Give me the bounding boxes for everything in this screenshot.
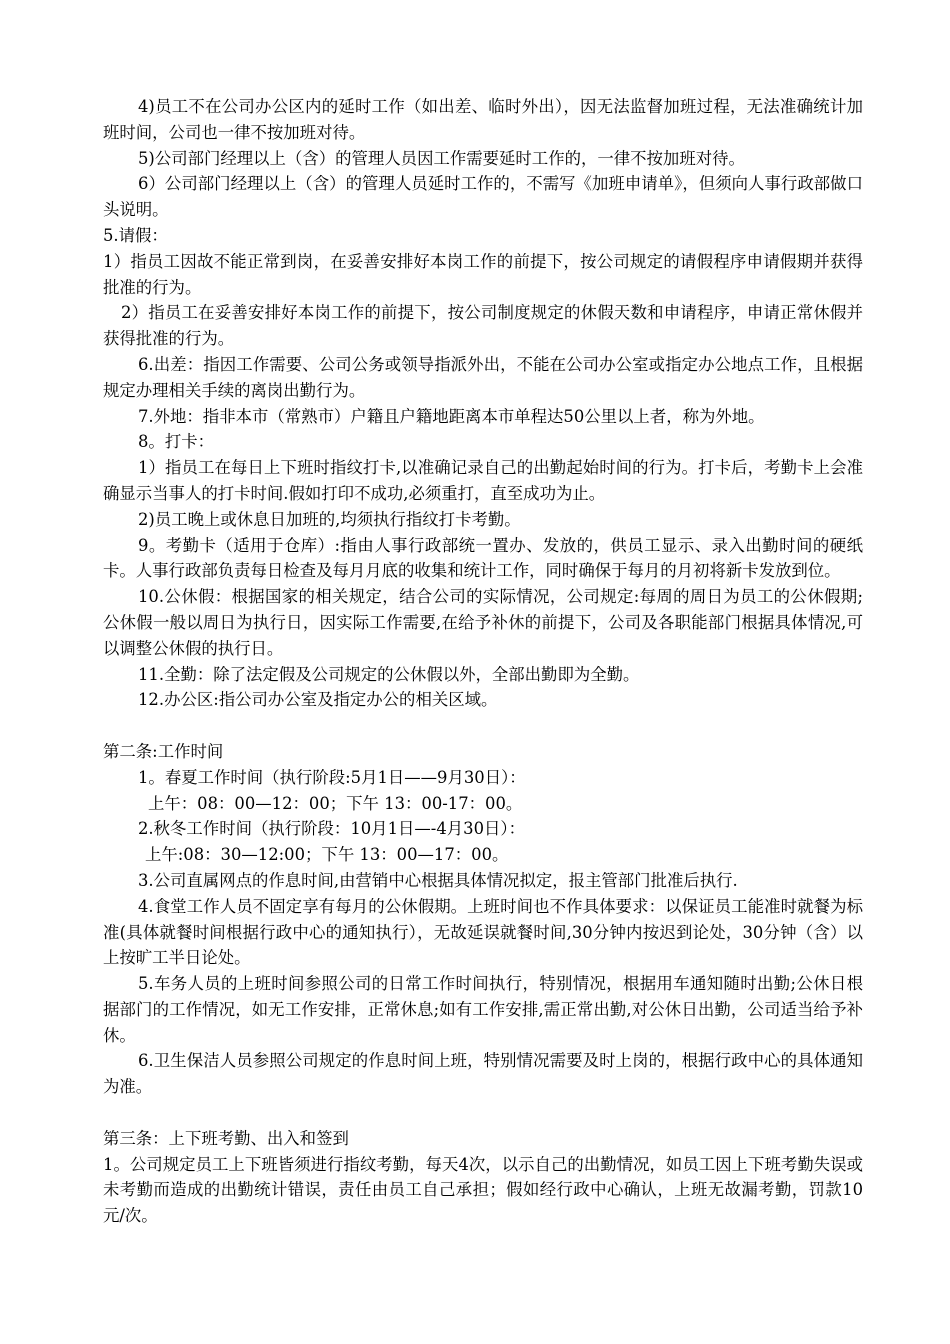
punch-item-1: 1）指员工在每日上下班时指纹打卡,以准确记录自己的出勤起始时间的行为。打卡后，考勤卡上会准确显示当事人的打卡时间.假如打印不成功,必须重打，直至成功为止。 xyxy=(103,458,863,503)
section-2-heading: 第二条:工作时间 xyxy=(103,741,224,761)
attendance-card-definition: 9。考勤卡（适用于仓库）:指由人事行政部统一置办、发放的，供员工显示、录入出勤时间的硬纸卡。人事行政部负责每日检查及每月月底的收集和统计工作，同时确保于每月的月初将新卡发放到位。 xyxy=(103,535,863,581)
punch-item-2: 2)员工晚上或休息日加班的,均须执行指纹打卡考勤。 xyxy=(138,509,521,529)
overtime-item-5: 5)公司部门经理以上（含）的管理人员因工作需要延时工作的，一律不按加班对待。 xyxy=(138,148,745,168)
overtime-item-6: 6）公司部门经理以上（含）的管理人员延时工作的，不需写《加班申请单》，但须向人事行政部做口头说明。 xyxy=(103,174,863,220)
section-2-item-4: 4.食堂工作人员不固定享有每月的公休假期。上班时间也不作具体要求：以保证员工能准时就餐为标准(具体就餐时间根据行政中心的通知执行），无故延误就餐时间,30分钟内按迟到论处，30分钟（含）以上按旷工半日论处。 xyxy=(103,896,863,968)
punch-heading: 8。打卡： xyxy=(138,432,214,452)
spacer xyxy=(103,713,863,739)
section-2-item-5: 5.车务人员的上班时间参照公司的日常工作时间执行，特别情况，根据用车通知随时出勤;公休日根据部门的工作情况，如无工作安排，正常休息;如有工作安排,需正常出勤,对公休日出勤，公司适当给予补休。 xyxy=(103,974,863,1045)
overtime-item-4: 4)员工不在公司办公区内的延时工作（如出差、临时外出），因无法监督加班过程，无法准确统计加班时间，公司也一律不按加班对待。 xyxy=(103,97,863,142)
leave-heading: 5.请假： xyxy=(103,225,168,245)
office-area-definition: 12.办公区:指公司办公室及指定办公的相关区域。 xyxy=(138,690,498,710)
section-2-item-3: 3.公司直属网点的作息时间,由营销中心根据具体情况拟定，报主管部门批准后执行. xyxy=(138,870,738,890)
document-page xyxy=(103,94,863,1229)
section-2-item-2-hours: 上午:08：30—12:00；下午 13：00—17：00。 xyxy=(145,845,509,865)
spacer xyxy=(103,1100,863,1126)
business-trip-definition: 6.出差：指因工作需要、公司公务或领导指派外出，不能在公司办公室或指定办公地点工作，且根据规定办理相关手续的离岗出勤行为。 xyxy=(103,354,863,400)
section-3-heading: 第三条：上下班考勤、出入和签到 xyxy=(103,1128,349,1148)
full-attendance-definition: 11.全勤：除了法定假及公司规定的公休假以外，全部出勤即为全勤。 xyxy=(138,664,640,684)
section-2-item-2: 2.秋冬工作时间（执行阶段：10月1日—-4月30日）： xyxy=(138,819,525,839)
section-2-item-1-hours: 上午：08：00—12：00；下午 13：00-17：00。 xyxy=(148,793,523,813)
section-2-item-1: 1。春夏工作时间（执行阶段:5月1日——9月30日）： xyxy=(138,767,526,787)
section-2-item-6: 6.卫生保洁人员参照公司规定的作息时间上班，特别情况需要及时上岗的，根据行政中心的具体通知为准。 xyxy=(103,1051,863,1097)
leave-item-2: 2）指员工在妥善安排好本岗工作的前提下，按公司制度规定的休假天数和申请程序，申请正常休假并获得批准的行为。 xyxy=(103,303,863,349)
leave-item-1: 1）指员工因故不能正常到岗，在妥善安排好本岗工作的前提下，按公司规定的请假程序申请假期并获得批准的行为。 xyxy=(103,251,863,297)
section-3-item-1: 1。公司规定员工上下班皆须进行指纹考勤，每天4次，以示自己的出勤情况，如员工因上下班考勤失误或未考勤而造成的出勤统计错误，责任由员工自己承担；假如经行政中心确认，上班无故漏考勤，罚款10元/次。 xyxy=(103,1154,863,1226)
public-holiday-definition: 10.公休假：根据国家的相关规定，结合公司的实际情况，公司规定:每周的周日为员工的公休假期;公休假一般以周日为执行日，因实际工作需要,在给予补休的前提下，公司及各职能部门根据具体情况,可以调整公休假的执行日。 xyxy=(103,587,863,658)
outside-definition: 7.外地：指非本市（常熟市）户籍且户籍地距离本市单程达50公里以上者，称为外地。 xyxy=(138,406,765,426)
